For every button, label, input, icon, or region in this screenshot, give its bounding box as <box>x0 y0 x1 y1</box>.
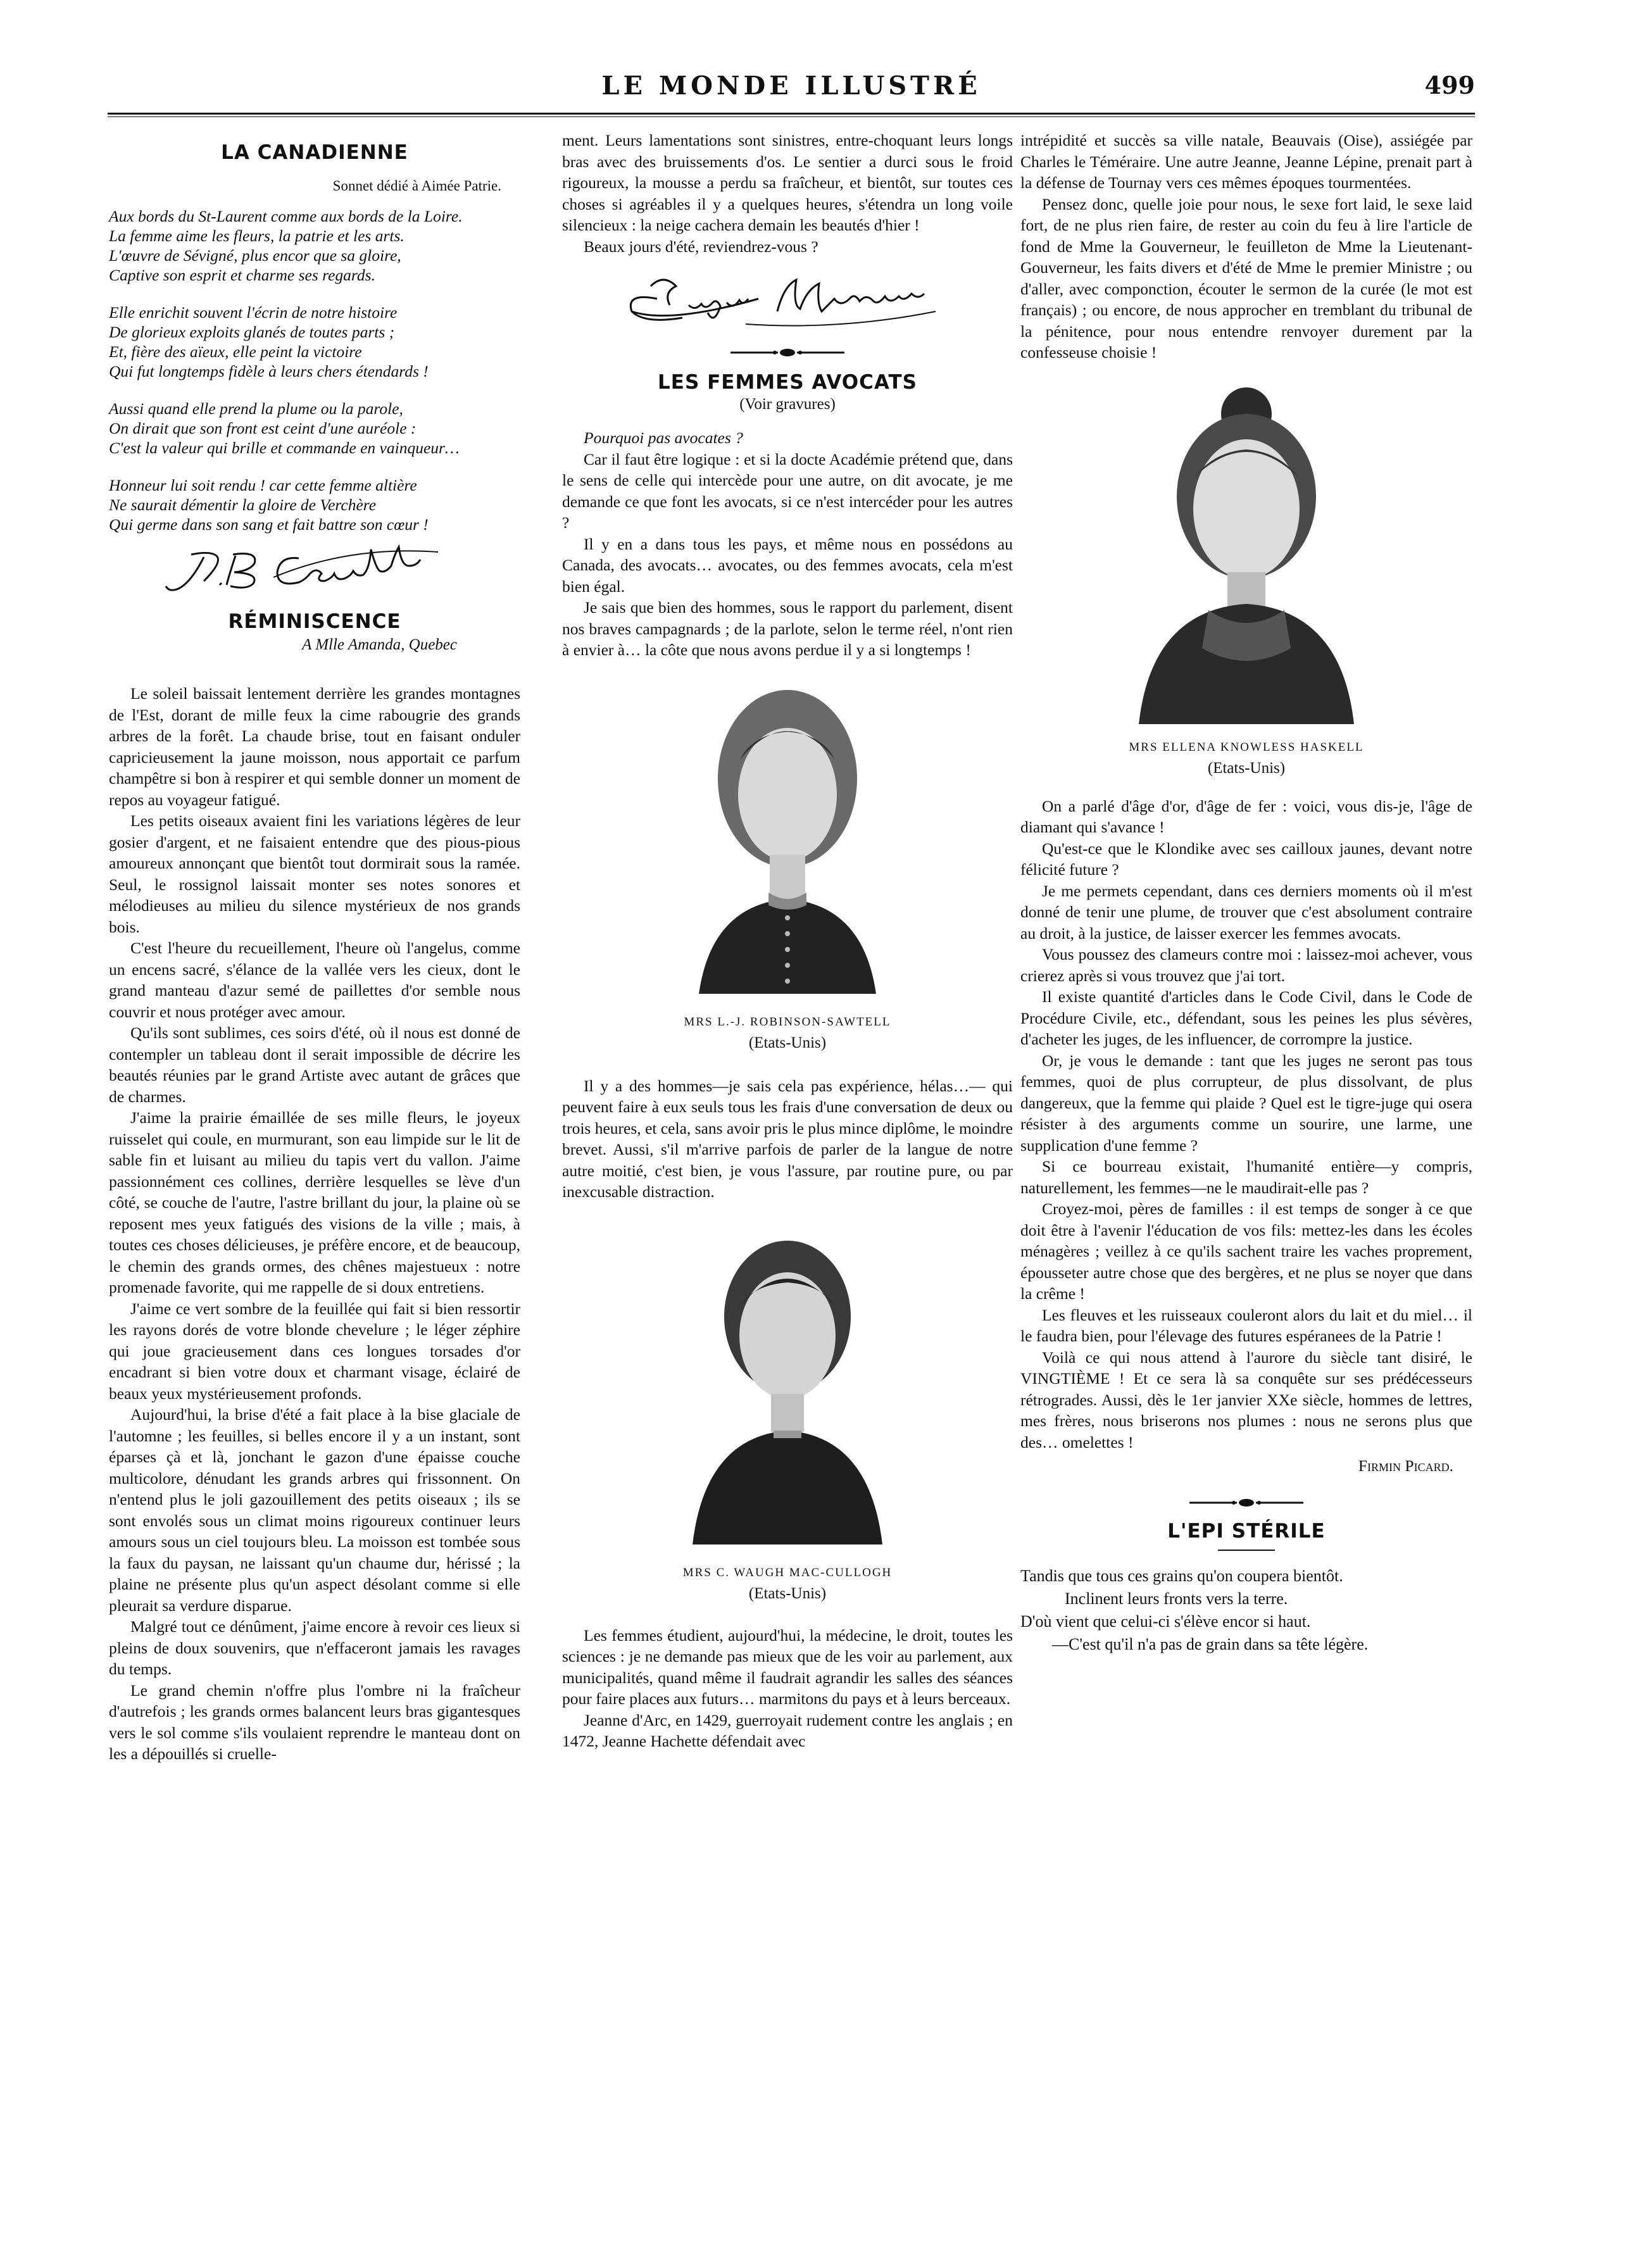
verse-line: Honneur lui soit rendu ! car cette femme altière <box>109 476 417 494</box>
column-3 <box>1020 130 1472 1656</box>
column-1 <box>109 130 520 1765</box>
header-rule-thin <box>108 116 1475 117</box>
article-paragraph: Il y en a dans tous les pays, et même nous en possédons au Canada, des avocats… avocates, ou des femmes avocats, cela m'est bien égal. <box>562 534 1013 596</box>
verse-line: Aussi quand elle prend la plume ou la parole, <box>109 399 403 418</box>
poem-verse <box>109 206 520 534</box>
signature-morsan <box>562 261 1013 343</box>
header-rule <box>108 113 1475 115</box>
article-paragraph: Jeanne d'Arc, en 1429, guerroyait rudement contre les anglais ; en 1472, Jeanne Hachette défendait avec <box>562 1710 1013 1750</box>
article-paragraph: Il existe quantité d'articles dans le Code Civil, dans le Code de Procédure Civile, etc., défendant, sous les peines les plus sévères, d'acheter les juges, de les influencer, de corrompre la justice. <box>1020 987 1472 1048</box>
article-paragraph: Je me permets cependant, dans ces derniers moments où il m'est donné de tenir une plume, de trouver que c'est absolument contraire au droit, à la justice, de laisser exercer les femmes avocats. <box>1020 881 1472 943</box>
divider-ornament-icon <box>730 346 844 359</box>
story-continuation: ment. Leurs lamentations sont sinistres, entre-choquant leurs longs bras avec des bruissements d'os. Le sentier a durci sous le froid rigoureux, la mousse a perdu sa fraîcheur, et bientôt, sur toutes ces choses si agréables il y a quelques heures, s'étendra un long voile silencieux : la neige cachera demain les beautés d'hier ! <box>562 131 1013 234</box>
poem2-verse <box>1020 1565 1472 1656</box>
story-paragraph: J'aime la prairie émaillée de ses mille fleurs, le joyeux ruisselet qui coule, en murmurant, son eau limpide sur le lit de sable fin et luisant au milieu du tapis vert du vallon. J'aime passionnément ces collines, derrière lesquelles se lève d'un côté, se couche de l'autre, l'astre brillant du jour, la plaine où se reposent mes yeux fatigués des visions de la ville ; mais, à toutes ces choses délicieuses, je préfère encore, et de beaucoup, le chemin des grands ormes, des chênes majestueux : notre promenade favorite, qui me rappelle de si doux entretiens. <box>109 1108 520 1296</box>
article-title: LES FEMMES AVOCATS <box>658 371 917 394</box>
story-title: RÉMINISCENCE <box>228 610 401 633</box>
verse-line: Et, fière des aïeux, elle peint la victoire <box>109 342 362 361</box>
story-paragraph: Aujourd'hui, la brise d'été a fait place à la bise glaciale de l'automne ; les feuilles, si belles encore il y a un instant, sont éparses çà et là, jonchant le gazon d'une épaisse couche multicolore, dénudant les grands arbres qui frissonnent. On n'entend plus le joli gazouillement des petits oiseaux ; ils se sont envolés sous un climat moins rigoureux continuer leurs amours sous un ciel toujours bleu. La moisson est tombée sous la faux du paysan, ne laissant qu'un chaume dur, hérissé ; la plaine ne présente plus qu'un aspect désolant comme si elle pleurait sa verdure disparue. <box>109 1405 520 1615</box>
story-dedication: A Mlle Amanda, Quebec <box>302 636 457 653</box>
verse-line: —C'est qu'il n'a pas de grain dans sa tête légère. <box>1052 1635 1369 1653</box>
article-intro: Pourquoi pas avocates ? <box>584 429 743 447</box>
verse-line: Captive son esprit et charme ses regards. <box>109 266 375 284</box>
poem-stanza <box>109 303 520 381</box>
page-number: 499 <box>1424 71 1475 99</box>
article-paragraph: Croyez-moi, pères de familles : il est temps de songer à ce que doit être à l'avenir l'éducation de vos fils: mettez-les dans les écoles ménagères ; veillez à ce qu'ils sachent traire les vaches proprement, épousseter autre chose que des bergères, et ne plus se noyer que dans la crême ! <box>1020 1200 1472 1303</box>
article-paragraph: Car il faut être logique : et si la docte Académie prétend que, dans le sens de celle qui intercède pour une autre, on dit avocate, je me demande ce que font les avocats, si ce n'est intercéder pour les autres ? <box>562 449 1013 532</box>
poem-stanza <box>109 475 520 534</box>
verse-line: La femme aime les fleurs, la patrie et les arts. <box>109 227 404 245</box>
story-paragraph: C'est l'heure du recueillement, l'heure où l'angelus, comme un encens sacré, s'élance de la vallée vers les cieux, dont le grand manteau d'azur semé de paillettes d'or semble nous couvrir et nous protéger avec amour. <box>109 939 520 1021</box>
portrait-robinson-sawtell <box>693 684 882 994</box>
article-paragraph: Si ce bourreau existait, l'humanité entière—y compris, naturellement, les femmes—ne le maudirait-elle pas ? <box>1020 1157 1472 1197</box>
article-paragraph: Les femmes étudient, aujourd'hui, la médecine, le droit, toutes les sciences : je ne demande pas mieux que de les voir au parlement, aux municipalités, quand même il faudrait agrandir les salles des séances pour faire places aux futurs… marmitons du pays et à leurs berceaux. <box>562 1626 1013 1708</box>
verse-line: Aux bords du St-Laurent comme aux bords de la Loire. <box>109 207 463 225</box>
ornament-divider <box>1020 1493 1472 1512</box>
article-paragraph: On a parlé d'âge d'or, d'âge de fer : voici, vous dis-je, l'âge de diamant qui s'avance ! <box>1020 796 1472 836</box>
portrait-waugh-mac-cullogh <box>693 1228 882 1544</box>
verse-line: D'où vient que celui-ci s'élève encor si haut. <box>1020 1612 1311 1631</box>
verse-line: Inclinent leurs fronts vers la terre. <box>1065 1589 1288 1608</box>
verse-line: C'est la valeur qui brille et commande en vainqueur… <box>109 439 460 457</box>
story-paragraph: Les petits oiseaux avaient fini les variations légères de leur gosier d'argent, et ne faisaient entendre que des pious-pious amoureux annonçant que bientôt tout dormirait sous la ramée. Seul, le rossignol laissait monter ses notes sonores et mélodieuses au milieu du silence mystérieux de nos grands bois. <box>109 811 520 936</box>
ornament-divider <box>562 343 1013 362</box>
story-paragraph: Le grand chemin n'offre plus l'ombre ni la fraîcheur d'autrefois ; les grands ormes balancent leurs bras gigantesques vers le sol comme s'ils voulaient reprendre le manteau dont on les a dépouillés si cruelle- <box>109 1681 520 1763</box>
verse-line: L'œuvre de Sévigné, plus encor que sa gloire, <box>109 246 401 265</box>
story-closing-line: Beaux jours d'été, reviendrez-vous ? <box>584 237 818 256</box>
article-paragraph: Voilà ce qui nous attend à l'aurore du siècle tant disiré, le VINGTIÈME ! Et ce sera là sa conquête sur ses prédécesseurs rétrogrades. Aussi, dès le 1er janvier XXe siècle, hommes de lettres, mes frères, nous briserons nos plumes : nous ne serons plus que des… omelettes ! <box>1020 1348 1472 1451</box>
verse-line: Qui fut longtemps fidèle à leurs chers étendards ! <box>109 362 429 380</box>
poem-stanza <box>109 399 520 458</box>
article-paragraph: Je sais que bien des hommes, sous le rapport du parlement, disent nos braves campagnards ; de la parlote, selon le terme réel, n'ont rien à envier à… la côte que nous avons perdue il y a si longtemps ! <box>562 598 1013 659</box>
poem2-title: L'EPI STÉRILE <box>1167 1519 1326 1543</box>
article-paragraph: Les fleuves et les ruisseaux couleront alors du lait et du miel… il le faudra bien, pour l'élevage des futures espéranees de la Patrie ! <box>1020 1305 1472 1345</box>
article-paragraph: Il y a des hommes—je sais cela pas expérience, hélas…— qui peuvent faire à eux seuls tous les frais d'une conversation de deux ou trois heures, et cela, sans avoir pris le plus mince diplôme, le moindre brevet. Aussi, s'il m'arrive parfois de parler de la langue de notre autre moitié, c'est bien, je vous l'assure, par routine pure, ou par inexcusable distraction. <box>562 1076 1013 1201</box>
poem-title: LA CANADIENNE <box>221 141 408 164</box>
verse-line: Tandis que tous ces grains qu'on coupera bientôt. <box>1020 1567 1343 1585</box>
poem-stanza <box>109 206 520 285</box>
handwritten-signature-icon <box>109 539 463 603</box>
newspaper-title: LE MONDE ILLUSTRÉ <box>601 71 981 101</box>
portrait3-caption: MRS ELLENA KNOWLESS HASKELL <box>1129 740 1364 754</box>
story-paragraph: Malgré tout ce dénûment, j'aime encore à revoir ces lieux si pleins de doux souvenirs, que n'effaceront jamais les ravages du temps. <box>109 1617 520 1678</box>
signature-caouette <box>109 539 520 603</box>
article-paragraph: Vous poussez des clameurs contre moi : laissez-moi achever, vous crierez après si vous trouvez que j'ai tort. <box>1020 945 1472 985</box>
verse-line: Qui germe dans son sang et fait battre son cœur ! <box>109 515 429 534</box>
story-paragraph: J'aime ce vert sombre de la feuillée qui fait si bien ressortir les rayons dorés de votre blonde chevelure ; le léger zéphire qui joue gracieusement dans ces longues torsades d'or encadrant si bien votre doux et charmant visage, éclairé de beaux yeux mystérieusement profonds. <box>109 1299 520 1403</box>
column-2 <box>562 130 1013 1752</box>
title-underline <box>1218 1550 1275 1551</box>
story-paragraph: Qu'ils sont sublimes, ces soirs d'été, où il nous est donné de contempler un tableau dont il serait impossible de décrire les beautés réunies par le grand Artiste avec autant de grâces que de charmes. <box>109 1024 520 1106</box>
divider-ornament-icon <box>1189 1496 1303 1509</box>
portrait3-country: (Etats-Unis) <box>1207 760 1286 777</box>
verse-line: De glorieux exploits glanés de toutes parts ; <box>109 323 395 341</box>
portrait2-country: (Etats-Unis) <box>748 1585 827 1602</box>
story-paragraph: Le soleil baissait lentement derrière les grandes montagnes de l'Est, dorant de mille feux la cime rabougrie des grands arbres de la forêt. La chaude brise, tout en faisant onduler capricieusement la jaune moisson, nous apportait ce parfum champêtre si bon à respirer et qui semble donner un moment de repos au voyageur fatigué. <box>109 684 520 809</box>
article-paragraph: Pensez donc, quelle joie pour nous, le sexe fort laid, le sexe laid fort, de ne plus rien faire, de rester au coin du feu à lire l'article de fond de Mme la Gouverneur, le feuilleton de Mme la Lieutenant-Gouverneur, les faits divers et d'été de Mme le premier Ministre ; ou d'aller, avec componction, écouter le sermon de la curée (le mot est français) ; ou encore, de nous approcher en tremblant du tribunal de la pénitence, pour nous entendre renvoyer durement par la confesseuse choisie ! <box>1020 194 1472 361</box>
article-subtitle: (Voir gravures) <box>739 395 836 413</box>
poem-dedication: Sonnet dédié à Aimée Patrie. <box>332 177 501 194</box>
portrait1-caption: MRS L.-J. ROBINSON-SAWTELL <box>684 1015 891 1029</box>
portrait-ellena-knowless-haskell <box>1139 382 1354 724</box>
verse-line: Ne saurait démentir la gloire de Verchère <box>109 496 377 514</box>
masthead <box>108 71 1475 109</box>
portrait2-caption: MRS C. WAUGH MAC-CULLOGH <box>682 1565 893 1579</box>
handwritten-signature-icon <box>562 261 1013 343</box>
verse-line: Elle enrichit souvent l'écrin de notre histoire <box>109 303 398 322</box>
article-author: Firmin Picard. <box>1358 1457 1453 1475</box>
article-paragraph: Qu'est-ce que le Klondike avec ses cailloux jaunes, devant notre félicité future ? <box>1020 839 1472 879</box>
article-paragraph: Or, je vous le demande : tant que les juges ne seront pas tous femmes, quoi de plus corrupteur, de plus dissolvant, de plus dangereux, que la femme qui plaide ? Quel est le tigre-juge qui osera résister à des arguments comme un sourire, une larme, une supplication d'une femme ? <box>1020 1051 1472 1155</box>
article-continuation: intrépidité et succès sa ville natale, Beauvais (Oise), assiégée par Charles le Téméraire. Une autre Jeanne, Jeanne Lépine, prenait part à la défense de Tournay vers ces mêmes époques tourmentées. <box>1020 131 1472 192</box>
portrait1-country: (Etats-Unis) <box>748 1034 827 1051</box>
verse-line: On dirait que son front est ceint d'une auréole : <box>109 419 417 437</box>
